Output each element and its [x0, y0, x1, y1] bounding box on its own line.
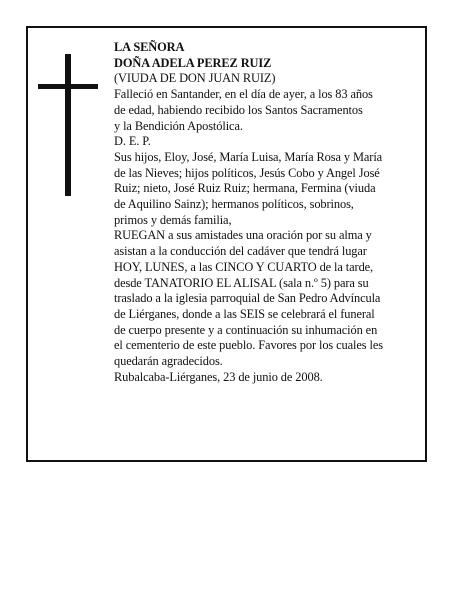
- cross-icon: [38, 54, 98, 196]
- text-line: y la Bendición Apostólica.: [114, 118, 243, 133]
- text-line: traslado a la iglesia parroquial de San Pedro Advíncula: [114, 291, 381, 306]
- text-line: primos y demás familia,: [114, 212, 232, 227]
- rest-in-peace-line: D. E. P.: [114, 134, 151, 149]
- text-line: desde TANATORIO EL ALISAL (sala n.º 5) para su: [114, 275, 369, 290]
- text-line: Sus hijos, Eloy, José, María Luisa, María Rosa y María: [114, 149, 383, 164]
- text-line: Ruiz; nieto, José Ruiz Ruiz; hermana, Fermina (viuda: [114, 181, 376, 196]
- cross-vertical-bar: [65, 54, 71, 196]
- deceased-name: DOÑA ADELA PEREZ RUIZ: [114, 55, 272, 70]
- text-line: RUEGAN a sus amistades una oración por su alma y: [114, 228, 372, 243]
- text-line: de las Nieves; hijos políticos, Jesús Cobo y Angel José: [114, 165, 380, 180]
- widow-of-line: (VIUDA DE DON JUAN RUIZ): [114, 71, 276, 86]
- place-date-line: Rubalcaba-Liérganes, 23 de junio de 2008.: [114, 369, 323, 384]
- text-line: el cementerio de este pueblo. Favores por los cuales les: [114, 338, 383, 353]
- notice-title: LA SEÑORA: [114, 40, 185, 54]
- text-line: asistan a la conducción del cadáver que tendrá lugar: [114, 244, 367, 259]
- cross-horizontal-bar: [38, 84, 98, 89]
- text-line: Falleció en Santander, en el día de ayer, a los 83 años: [114, 87, 373, 102]
- text-line: de cuerpo presente y a continuación su inhumación en: [114, 322, 378, 337]
- text-line: de edad, habiendo recibido los Santos Sacramentos: [114, 102, 363, 117]
- obituary-text: [114, 40, 420, 385]
- text-line: de Aquilino Sainz); hermanos políticos, sobrinos,: [114, 197, 354, 212]
- text-line: quedarán agradecidos.: [114, 354, 223, 369]
- text-line: de Liérganes, donde a las SEIS se celebrará el funeral: [114, 306, 375, 321]
- text-line: HOY, LUNES, a las CINCO Y CUARTO de la tarde,: [114, 259, 374, 274]
